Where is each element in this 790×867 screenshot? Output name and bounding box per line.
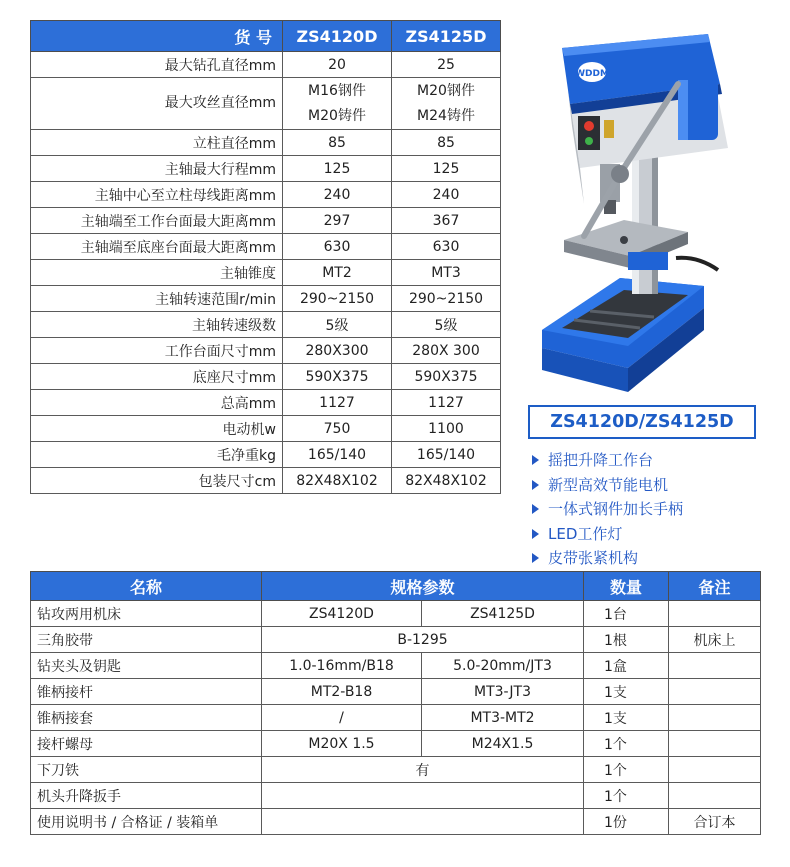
spec-value-line: 125 (432, 160, 460, 177)
feature-text: LED工作灯 (548, 524, 623, 543)
spec-value-b (392, 130, 501, 156)
spec-row-label: 底座尺寸mm (31, 364, 283, 390)
part-spec-b: 5.0-20mm/JT3 (422, 653, 584, 679)
spec-row-label: 电动机w (31, 416, 283, 442)
spec-table (30, 20, 501, 494)
spec-value-line: 590X375 (414, 368, 478, 385)
spec-row-label: 主轴中心至立柱母线距离mm (31, 182, 283, 208)
parts-row (31, 705, 761, 731)
triangle-bullet-icon (532, 529, 539, 539)
spec-value-b (392, 182, 501, 208)
spec-value-line: 85 (328, 134, 346, 151)
triangle-bullet-icon (532, 553, 539, 563)
part-spec-a: ZS4120D (262, 601, 422, 627)
spec-row-label: 最大钻孔直径mm (31, 52, 283, 78)
part-qty: 1个 (584, 757, 669, 783)
parts-row (31, 627, 761, 653)
spec-value-line: 630 (323, 238, 351, 255)
spec-value-b (392, 78, 501, 130)
part-name: 钻攻两用机床 (31, 601, 262, 627)
part-name: 锥柄接套 (31, 705, 262, 731)
spec-value-b (392, 260, 501, 286)
spec-value-line: 5级 (325, 317, 349, 334)
spec-value-a (283, 286, 392, 312)
spec-row (31, 468, 501, 494)
spec-value-b (392, 468, 501, 494)
spec-row (31, 208, 501, 234)
spec-header-row (31, 21, 501, 52)
spec-value-a (283, 130, 392, 156)
part-name: 下刀铁 (31, 757, 262, 783)
part-spec-b: MT3-JT3 (422, 679, 584, 705)
part-spec-a: M20X 1.5 (262, 731, 422, 757)
spec-value-line: 82X48X102 (405, 472, 487, 489)
part-qty: 1个 (584, 783, 669, 809)
part-qty: 1支 (584, 679, 669, 705)
spec-row (31, 286, 501, 312)
parts-row (31, 809, 761, 835)
parts-row (31, 783, 761, 809)
spec-value-a (283, 338, 392, 364)
part-note (669, 783, 761, 809)
spec-body (31, 52, 501, 494)
spec-value-line: MT3 (431, 264, 461, 281)
part-spec (262, 783, 584, 809)
spec-value-b (392, 442, 501, 468)
spec-value-a (283, 260, 392, 286)
spec-value-a (283, 416, 392, 442)
parts-header-note: 备注 (669, 572, 761, 601)
part-qty: 1台 (584, 601, 669, 627)
feature-text: 摇把升降工作台 (548, 451, 654, 469)
spec-row (31, 312, 501, 338)
part-qty: 1支 (584, 705, 669, 731)
triangle-bullet-icon (532, 504, 539, 514)
spec-value-line: MT2 (322, 264, 352, 281)
spec-row-label: 立柱直径mm (31, 130, 283, 156)
spec-row (31, 364, 501, 390)
spec-row-label: 主轴转速范围r/min (31, 286, 283, 312)
spec-value-line: 240 (432, 186, 460, 203)
spec-value-a (283, 390, 392, 416)
part-name: 机头升降扳手 (31, 783, 262, 809)
parts-body (31, 601, 761, 835)
part-spec-a: 1.0-16mm/B18 (262, 653, 422, 679)
spec-value-a (283, 442, 392, 468)
spec-row-label: 包装尺寸cm (31, 468, 283, 494)
spec-row (31, 442, 501, 468)
spec-value-b (392, 156, 501, 182)
part-spec: B-1295 (262, 627, 584, 653)
parts-header-name: 名称 (31, 572, 262, 601)
spec-row (31, 156, 501, 182)
spec-value-line: 280X300 (305, 342, 369, 359)
part-qty: 1盒 (584, 653, 669, 679)
part-qty: 1根 (584, 627, 669, 653)
part-spec-a: MT2-B18 (262, 679, 422, 705)
part-note (669, 679, 761, 705)
spec-value-b (392, 416, 501, 442)
feature-text: 一体式钢件加长手柄 (548, 500, 684, 518)
part-name: 接杆螺母 (31, 731, 262, 757)
spec-value-line: 630 (432, 238, 460, 255)
spec-value-line: 280X 300 (412, 342, 480, 359)
spec-value-a (283, 468, 392, 494)
spec-value-line: 1127 (319, 394, 355, 411)
spec-value-line: 165/140 (416, 446, 476, 463)
triangle-bullet-icon (532, 455, 539, 465)
spec-value-line: 590X375 (305, 368, 369, 385)
spec-value-b (392, 390, 501, 416)
part-note (669, 653, 761, 679)
spec-value-a (283, 312, 392, 338)
spec-value-line: M20铸件 (308, 107, 366, 124)
feature-item (530, 522, 683, 547)
parts-row (31, 731, 761, 757)
parts-row (31, 757, 761, 783)
part-qty: 1个 (584, 731, 669, 757)
spec-value-a (283, 364, 392, 390)
drill-press-image (528, 8, 760, 400)
spec-value-b (392, 338, 501, 364)
spec-row-label: 总高mm (31, 390, 283, 416)
parts-row (31, 653, 761, 679)
spec-value-a (283, 78, 392, 130)
feature-item (530, 448, 683, 473)
part-spec-a: / (262, 705, 422, 731)
spec-row-label: 主轴端至工作台面最大距离mm (31, 208, 283, 234)
spec-value-a (283, 182, 392, 208)
spec-value-line: 20 (328, 56, 346, 73)
spec-value-a (283, 52, 392, 78)
spec-value-line: 750 (323, 420, 351, 437)
spec-row-label: 最大攻丝直径mm (31, 78, 283, 130)
spec-row (31, 78, 501, 130)
brand-logo: WDDM (575, 69, 609, 79)
feature-item (530, 546, 683, 571)
parts-header-row (31, 572, 761, 601)
spec-value-line: 297 (323, 212, 351, 229)
part-spec (262, 809, 584, 835)
spec-value-b (392, 208, 501, 234)
spec-row (31, 390, 501, 416)
part-name: 使用说明书 / 合格证 / 装箱单 (31, 809, 262, 835)
feature-text: 皮带张紧机构 (548, 549, 639, 567)
part-spec: 有 (262, 757, 584, 783)
spec-value-line: 367 (432, 212, 460, 229)
spec-value-a (283, 156, 392, 182)
spec-value-line: 82X48X102 (296, 472, 378, 489)
spec-row (31, 234, 501, 260)
part-note (669, 705, 761, 731)
feature-item (530, 497, 683, 522)
part-name: 锥柄接杆 (31, 679, 262, 705)
spec-row (31, 182, 501, 208)
spec-value-line: 25 (437, 56, 455, 73)
part-spec-b: M24X1.5 (422, 731, 584, 757)
spec-header-model-a: ZS4120D (283, 21, 392, 52)
part-note (669, 757, 761, 783)
feature-list (530, 448, 683, 571)
parts-row (31, 679, 761, 705)
spec-value-line: M16钢件 (308, 82, 366, 99)
part-name: 钻夹头及钥匙 (31, 653, 262, 679)
spec-value-line: 240 (323, 186, 351, 203)
spec-value-line: 290~2150 (299, 290, 375, 307)
spec-value-b (392, 312, 501, 338)
spec-value-line: M24铸件 (417, 107, 475, 124)
spec-value-b (392, 286, 501, 312)
spec-row-label: 主轴锥度 (31, 260, 283, 286)
spec-value-line: 125 (323, 160, 351, 177)
part-note (669, 601, 761, 627)
part-note (669, 731, 761, 757)
spec-row-label: 毛净重kg (31, 442, 283, 468)
spec-header-label: 货 号 (31, 21, 283, 52)
spec-row-label: 主轴最大行程mm (31, 156, 283, 182)
part-spec-b: ZS4125D (422, 601, 584, 627)
part-spec-b: MT3-MT2 (422, 705, 584, 731)
part-qty: 1份 (584, 809, 669, 835)
parts-row (31, 601, 761, 627)
spec-value-b (392, 234, 501, 260)
part-note: 机床上 (669, 627, 761, 653)
spec-row-label: 主轴转速级数 (31, 312, 283, 338)
part-note: 合订本 (669, 809, 761, 835)
model-banner: ZS4120D/ZS4125D (528, 405, 756, 439)
spec-value-b (392, 52, 501, 78)
parts-header-qty: 数量 (584, 572, 669, 601)
spec-value-line: M20钢件 (417, 82, 475, 99)
feature-item (530, 473, 683, 498)
spec-value-line: 165/140 (307, 446, 367, 463)
spec-value-line: 5级 (434, 317, 458, 334)
feature-text: 新型高效节能电机 (548, 475, 669, 494)
spec-value-line: 85 (437, 134, 455, 151)
spec-row-label: 工作台面尺寸mm (31, 338, 283, 364)
spec-row (31, 130, 501, 156)
spec-row (31, 338, 501, 364)
spec-row (31, 260, 501, 286)
spec-value-a (283, 234, 392, 260)
spec-header-model-b: ZS4125D (392, 21, 501, 52)
spec-value-line: 290~2150 (408, 290, 484, 307)
part-name: 三角胶带 (31, 627, 262, 653)
spec-row (31, 52, 501, 78)
spec-value-b (392, 364, 501, 390)
parts-table (30, 571, 761, 835)
spec-row-label: 主轴端至底座台面最大距离mm (31, 234, 283, 260)
spec-value-a (283, 208, 392, 234)
spec-row (31, 416, 501, 442)
triangle-bullet-icon (532, 480, 539, 490)
spec-value-line: 1100 (428, 420, 464, 437)
parts-header-spec: 规格参数 (262, 572, 584, 601)
spec-value-line: 1127 (428, 394, 464, 411)
